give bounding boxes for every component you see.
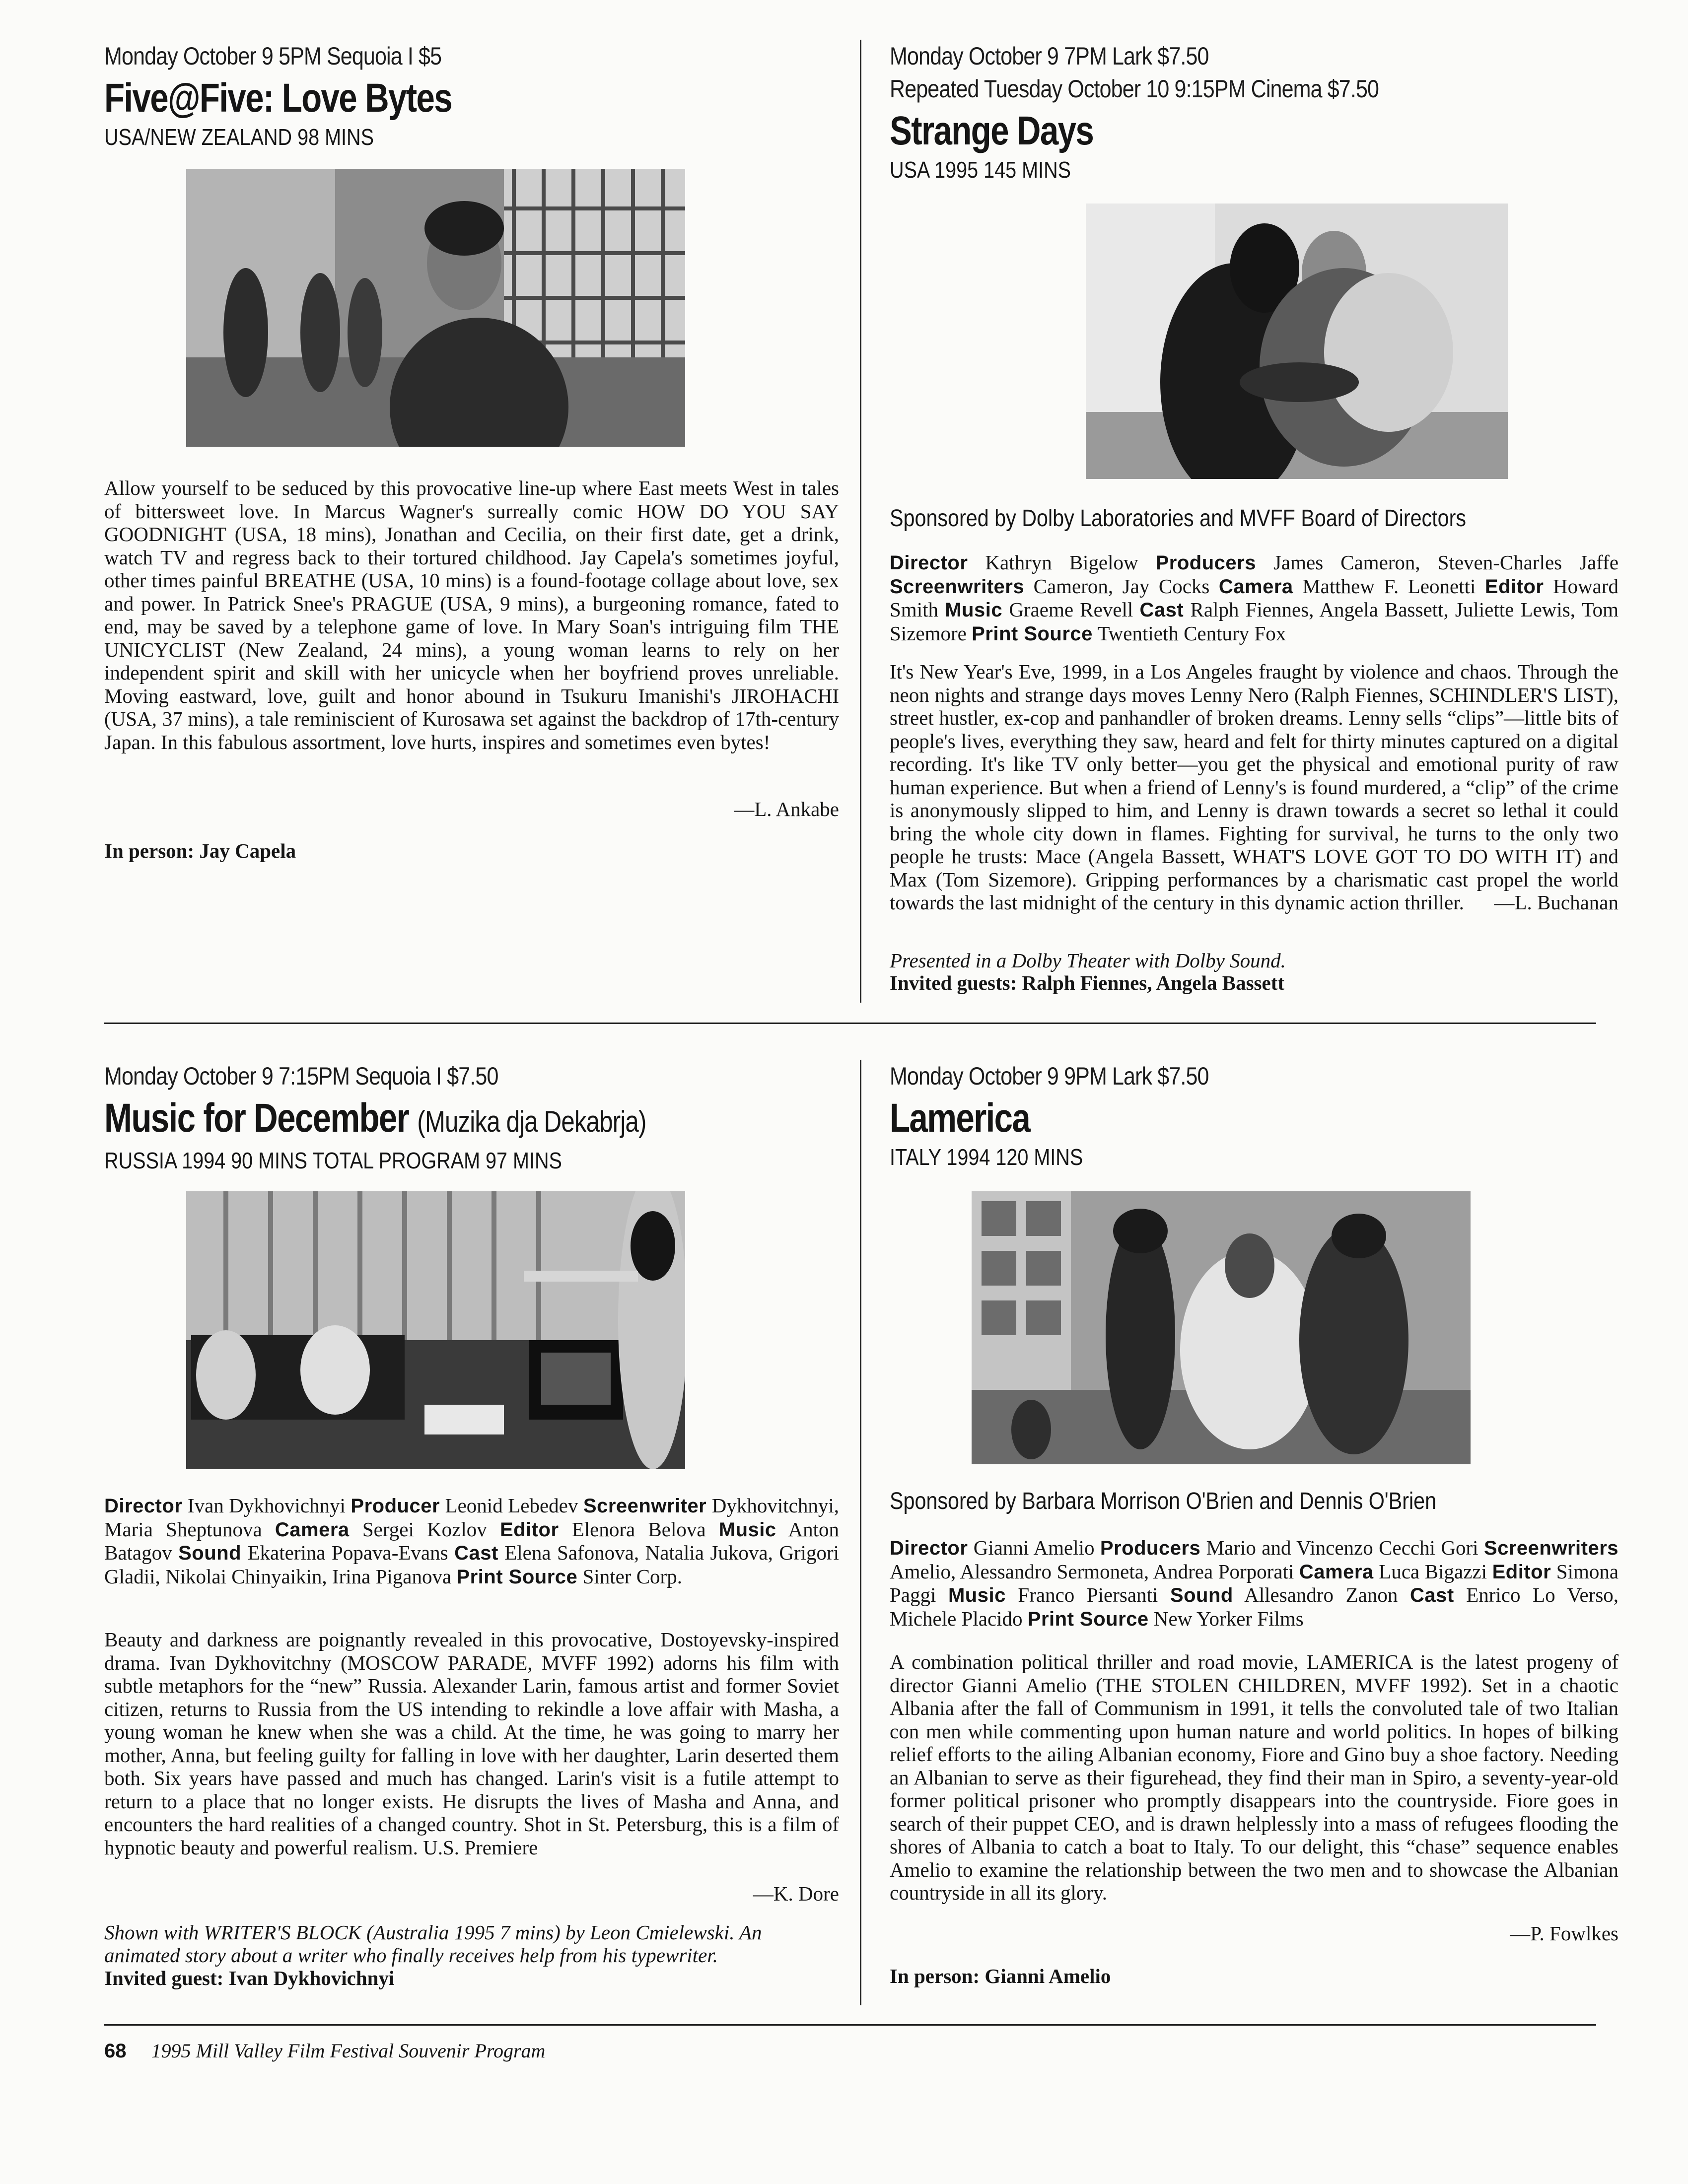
page-footer (104, 2039, 545, 2062)
film-meta: USA/NEW ZEALAND 98 MINS (104, 124, 374, 150)
film-title: Lamerica (890, 1095, 1030, 1141)
screening-time: Monday October 9 7PM Lark $7.50 (890, 42, 1209, 70)
credit-names: Elenora Belova (571, 1517, 706, 1541)
credit-role: Cast (1139, 599, 1184, 621)
credit-names: Ivan Dykhovichnyi (187, 1494, 346, 1517)
film-listing-strange-days (890, 40, 1619, 994)
guest-note: Invited guests: Ralph Fiennes, Angela Bassett (890, 971, 1285, 994)
film-still-photo (186, 1191, 685, 1469)
credit-names: Matthew F. Leonetti (1302, 574, 1476, 598)
screening-time: Monday October 9 7:15PM Sequoia I $7.50 (104, 1062, 498, 1090)
credit-names: Cameron, Jay Cocks (1033, 574, 1210, 598)
guest-note: In person: Jay Capela (104, 839, 296, 862)
film-description: Allow yourself to be seduced by this provocative line-up where East meets West in tales of bittersweet love. In Marcus Wagner's surreally comic HOW DO YOU SAY GOODNIGHT (USA, 18 mins), Jonathan and Cecilia, on their first date, get a drink, watch TV and regress back to their tortured childhood. Jay Capela's sometimes joyful, other times painful BREATHE (USA, 10 mins) is a found-footage collage about love, sex and power. In Patrick Snee's PRAGUE (USA, 9 mins), a burgeoning romance, fated to end, may be saved by a telephone game of love. In Mary Soan's intriguing film THE UNICYCLIST (New Zealand, 24 mins), a young woman learns to rely on her independent spirit and skill with her unicycle when her boyfriend proves unreliable. Moving eastward, love, guilt and honor abound in Tsukuru Imanishi's JIROHACHI (USA, 37 mins), a tale reminiscient of Kurosawa set against the backdrop of 17th-century Japan. In this fabulous assortment, love hurts, inspires and sometimes even bytes! (104, 477, 839, 753)
credit-role: Camera (1299, 1561, 1374, 1583)
film-meta: USA 1995 145 MINS (890, 157, 1071, 183)
guest-note: In person: Gianni Amelio (890, 1965, 1111, 1987)
credit-role: Editor (1484, 575, 1544, 598)
credit-role: Producers (1155, 552, 1256, 574)
film-description-text: It's New Year's Eve, 1999, in a Los Angeles fraught by violence and chaos. Through the neon nights and strange days moves Lenny Nero (Ralph Fiennes, SCHINDLER'S LIST), street hustler, ex-cop and panhandler of broken dreams. Lenny sells “clips”—little bits of people's lives, everything they saw, heard and felt for thirty minutes captured on a digital recording. It's like TV only better—you get the physical and emotional purity of raw human experience. But when a friend of Lenny's is found murdered, a “clip” of the crime is anonymously slipped to him, and Lenny is drawn towards a secret so lethal it could bring the whole city down in flames. Fighting for survival, he turns to the only two people he trusts: Mace (Angela Bassett, WHAT'S LOVE GOT TO DO WITH IT) and Max (Tom Sizemore). Gripping performances by a charismatic cast propel the world towards the last midnight of the century in this dynamic action thriller. (890, 660, 1618, 914)
film-description (890, 660, 1618, 914)
credit-names: Ekaterina Popava-Evans (247, 1541, 448, 1564)
credit-role: Music (945, 599, 1003, 621)
credit-role: Director (890, 1537, 968, 1559)
film-still-photo (1086, 204, 1508, 479)
film-original-title: (Muzika dja Dekabrja) (417, 1105, 646, 1138)
credit-names: Sinter Corp. (582, 1565, 682, 1588)
credit-names: Simona Paggi (890, 1560, 1619, 1606)
credit-names: Gianni Amelio (973, 1536, 1095, 1559)
credit-role: Sound (178, 1542, 242, 1564)
review-signature: —P. Fowlkes (1510, 1922, 1618, 1945)
credit-role: Editor (1492, 1561, 1551, 1583)
credit-role: Print Source (972, 622, 1093, 645)
film-listing-lamerica (890, 1060, 1619, 1987)
repeat-screening-time: Repeated Tuesday October 10 9:15PM Cinema $7.50 (890, 75, 1379, 103)
column-divider-bottom (860, 1060, 861, 2005)
credit-role: Director (104, 1495, 183, 1517)
film-listing-five-at-five (104, 40, 839, 862)
credit-names: Allesandro Zanon (1244, 1583, 1398, 1606)
credit-role: Camera (1218, 575, 1293, 598)
credit-role: Screenwriters (890, 575, 1025, 598)
credit-names: Elena Safonova, Natalia Jukova, Grigori Gladii, Nikolai Chinyaikin, Irina Piganova (104, 1541, 840, 1588)
short-film-note: Shown with WRITER'S BLOCK (Australia 1995 7 mins) by Leon Cmielewski. An animated story about a writer who finally receives help from his typewriter. (104, 1921, 762, 1967)
presentation-note: Presented in a Dolby Theater with Dolby Sound. (890, 949, 1286, 972)
film-listing-music-for-december (104, 1060, 840, 1989)
credit-names: Luca Bigazzi (1379, 1560, 1487, 1583)
screening-time: Monday October 9 5PM Sequoia I $5 (104, 42, 442, 70)
credit-names: Enrico Lo Verso, Michele Placido (890, 1583, 1619, 1630)
credit-role: Music (948, 1584, 1006, 1606)
film-meta: ITALY 1994 120 MINS (890, 1144, 1083, 1170)
credit-role: Screenwriters (1483, 1537, 1619, 1559)
credit-role: Director (890, 552, 968, 574)
film-still-photo (186, 169, 685, 447)
credit-names: Sergei Kozlov (362, 1517, 487, 1541)
credit-role: Cast (1409, 1584, 1454, 1606)
credit-role: Editor (499, 1518, 559, 1541)
credit-role: Producers (1100, 1537, 1201, 1559)
credit-names: Mario and Vincenzo Cecchi Gori (1206, 1536, 1478, 1559)
page-number: 68 (104, 2040, 127, 2062)
sponsor-line: Sponsored by Barbara Morrison O'Brien and Dennis O'Brien (890, 1488, 1437, 1514)
credit-names: Ralph Fiennes, Angela Bassett, Juliette Lewis, Tom Sizemore (890, 598, 1619, 645)
review-signature: —L. Ankabe (734, 798, 839, 820)
credit-role: Screenwriter (583, 1495, 707, 1517)
guest-note: Invited guest: Ivan Dykhovichnyi (104, 1967, 395, 1989)
credit-role: Music (718, 1518, 776, 1541)
credit-names: New Yorker Films (1153, 1607, 1304, 1630)
review-signature: —L. Buchanan (1494, 891, 1618, 914)
credit-names: Leonid Lebedev (445, 1494, 578, 1517)
credit-role: Camera (275, 1518, 350, 1541)
credit-names: Amelio, Alessandro Sermoneta, Andrea Porporati (890, 1560, 1294, 1583)
film-description: Beauty and darkness are poignantly revealed in this provocative, Dostoyevsky-inspired drama. Ivan Dykhovitchny (MOSCOW PARADE, MVFF 1992) adorns his film with subtle metaphors for the “new” Russia. Alexander Larin, famous artist and former Soviet citizen, returns to Russia from the US intending to rekindle a love affair with Masha, a young woman he knew when she was a child. At the time, he was going to marry her mother, Anna, but feeling guilty for falling in love with her daughter, Larin deserted them both. Six years have passed and much has changed. Larin's visit is a futile attempt to return to a place that no longer exists. He disrupts the lives of Masha and Anna, and encounters the hard realities of a changed country. Shot in St. Petersburg, this is a film of hypnotic beauty and powerful realism. U.S. Premiere (104, 1628, 839, 1859)
credit-names: Howard Smith (890, 574, 1619, 621)
credit-names: Dykhovitchnyi, Maria Sheptunova (104, 1494, 840, 1541)
credit-names: Anton Batagov (104, 1517, 840, 1564)
credit-role: Producer (351, 1495, 440, 1517)
film-credits (890, 551, 1618, 645)
credit-role: Print Source (456, 1566, 578, 1588)
film-description: A combination political thriller and road movie, LAMERICA is the latest progeny of director Gianni Amelio (THE STOLEN CHILDREN, MVFF 1992). Set in a chaotic Albania after the fall of Communism in 1991, it tells the convoluted tale of two Italian con men while commenting upon human nature and world politics. In hopes of bilking relief efforts to the ailing Albanian economy, Fiore and Gino buy a shoe factory. Needing an Albanian to serve as their figurehead, they find their man in Spiro, a seventy-year-old former political prisoner who promptly disappears into the countryside. Fiore goes in search of their puppet CEO, and is drawn helplessly into a mass of refugees flooding the shores of Albania to catch a boat to Italy. To our delight, this “chase” sequence enables Amelio to examine the relationship between the two men and to showcase the Albanian countryside in all its glory. (890, 1650, 1618, 1904)
screening-time: Monday October 9 9PM Lark $7.50 (890, 1062, 1209, 1090)
credit-names: Franco Piersanti (1018, 1583, 1158, 1606)
credit-role: Print Source (1027, 1608, 1149, 1630)
review-signature: —K. Dore (753, 1882, 839, 1905)
film-title: Five@Five: Love Bytes (104, 75, 452, 121)
film-credits (104, 1494, 839, 1588)
credit-role: Cast (454, 1542, 498, 1564)
film-title: Strange Days (890, 108, 1094, 153)
film-meta: RUSSIA 1994 90 MINS TOTAL PROGRAM 97 MINS (104, 1148, 562, 1173)
credit-role: Sound (1170, 1584, 1233, 1606)
sponsor-line: Sponsored by Dolby Laboratories and MVFF Board of Directors (890, 505, 1466, 532)
section-divider (104, 1023, 1596, 1024)
credit-names: Graeme Revell (1009, 598, 1133, 621)
credit-names: Kathryn Bigelow (985, 551, 1138, 574)
credit-names: James Cameron, Steven-Charles Jaffe (1273, 551, 1619, 574)
column-divider-top (860, 40, 861, 1003)
publication-title: 1995 Mill Valley Film Festival Souvenir Program (151, 2040, 546, 2062)
film-still-photo (972, 1191, 1471, 1464)
footer-rule (104, 2024, 1596, 2026)
film-title-text: Music for December (104, 1095, 409, 1141)
film-title (104, 1094, 707, 1146)
film-credits (890, 1536, 1618, 1631)
credit-names: Twentieth Century Fox (1097, 621, 1286, 645)
